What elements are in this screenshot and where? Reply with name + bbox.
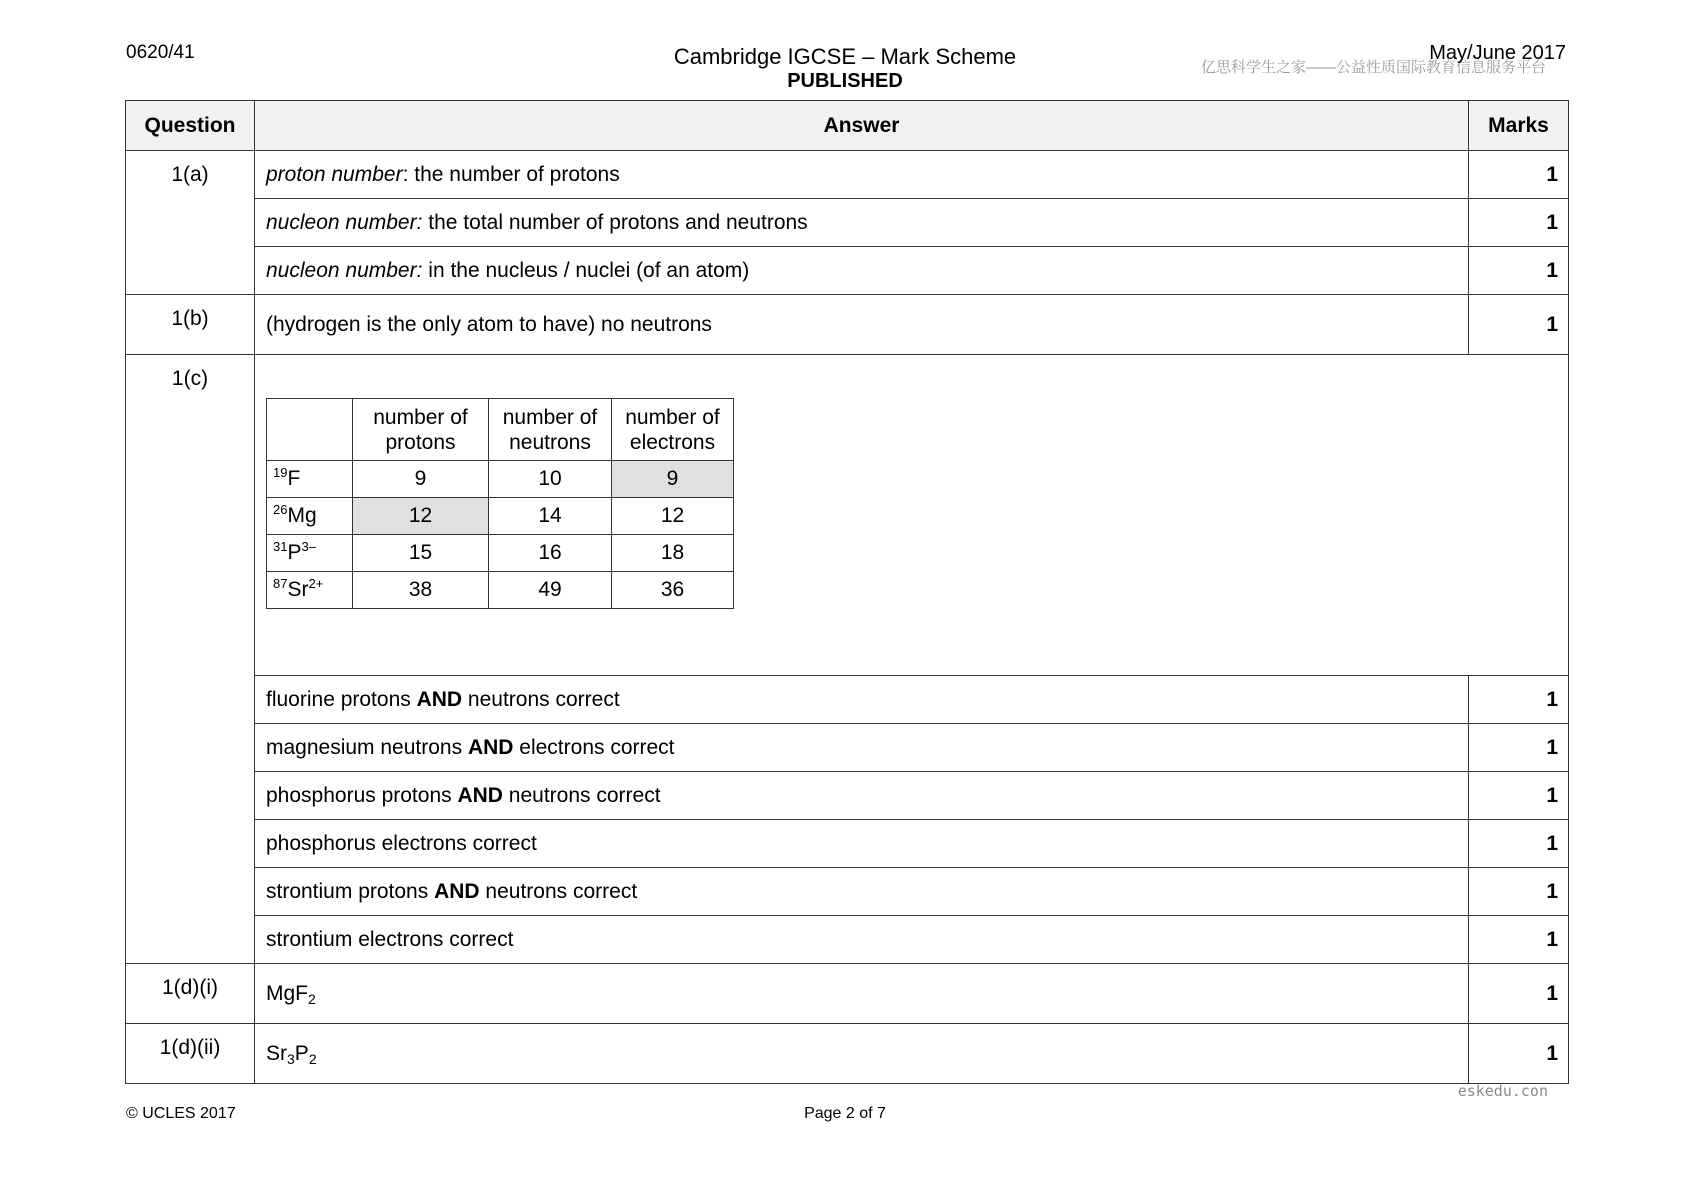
answer-cell bbox=[255, 247, 1469, 295]
answer-header: Answer bbox=[255, 101, 1469, 151]
protons-value-given: 12 bbox=[353, 498, 489, 535]
marks-cell: 1 bbox=[1469, 916, 1569, 964]
answer-cell: strontium electrons correct bbox=[255, 916, 1469, 964]
answer-text: neutrons correct bbox=[502, 783, 661, 807]
electrons-value: 12 bbox=[612, 498, 734, 535]
answer-term: proton number bbox=[266, 162, 403, 186]
table-row bbox=[126, 247, 1569, 295]
answer-text: phosphorus protons bbox=[266, 783, 458, 807]
question-label: 1(c) bbox=[126, 355, 255, 964]
paper-code: 0620/41 bbox=[126, 42, 195, 63]
element-symbol: Mg bbox=[287, 504, 317, 527]
table-row bbox=[126, 355, 1569, 676]
question-label: 1(d)(ii) bbox=[126, 1024, 255, 1084]
table-row bbox=[126, 151, 1569, 199]
table-row bbox=[126, 916, 1569, 964]
species-symbol bbox=[267, 461, 353, 498]
formula-part: P bbox=[294, 1041, 309, 1065]
neutrons-value: 10 bbox=[489, 461, 612, 498]
protons-value: 9 bbox=[353, 461, 489, 498]
answer-cell bbox=[255, 964, 1469, 1024]
question-label: 1(b) bbox=[126, 295, 255, 355]
mass-number: 87 bbox=[273, 576, 288, 591]
species-header bbox=[267, 399, 353, 461]
answer-text: electrons correct bbox=[513, 735, 675, 759]
ion-charge: 2+ bbox=[308, 576, 324, 591]
ion-charge: 3– bbox=[301, 539, 316, 554]
marks-cell: 1 bbox=[1469, 676, 1569, 724]
answer-cell: phosphorus electrons correct bbox=[255, 820, 1469, 868]
answer-text: strontium protons bbox=[266, 879, 435, 903]
marks-cell: 1 bbox=[1469, 151, 1569, 199]
keyword-and: AND bbox=[457, 783, 503, 807]
document-title: Cambridge IGCSE – Mark Scheme bbox=[673, 44, 1017, 69]
marks-cell: 1 bbox=[1469, 1024, 1569, 1084]
question-header: Question bbox=[126, 101, 255, 151]
answer-cell bbox=[255, 772, 1469, 820]
marks-cell: 1 bbox=[1469, 868, 1569, 916]
table-row bbox=[126, 724, 1569, 772]
element-symbol: F bbox=[287, 467, 301, 490]
marks-cell: 1 bbox=[1469, 295, 1569, 355]
table-header-row bbox=[126, 101, 1569, 151]
question-label: 1(a) bbox=[126, 151, 255, 295]
marks-cell: 1 bbox=[1469, 724, 1569, 772]
particle-row-magnesium bbox=[267, 498, 734, 535]
marks-cell: 1 bbox=[1469, 820, 1569, 868]
answer-cell: (hydrogen is the only atom to have) no neutrons bbox=[255, 295, 1469, 355]
keyword-and: AND bbox=[467, 735, 514, 759]
marks-cell: 1 bbox=[1469, 199, 1569, 247]
element-symbol: Sr bbox=[287, 578, 309, 601]
particle-row-strontium bbox=[267, 572, 734, 609]
marks-cell: 1 bbox=[1469, 964, 1569, 1024]
neutrons-value: 16 bbox=[489, 535, 612, 572]
answer-text: the total number of protons and neutrons bbox=[422, 210, 808, 234]
electrons-value: 18 bbox=[612, 535, 734, 572]
table-row bbox=[126, 868, 1569, 916]
answer-text: neutrons correct bbox=[479, 879, 638, 903]
table-row bbox=[126, 820, 1569, 868]
answer-text: : the number of protons bbox=[402, 162, 620, 186]
protons-value: 15 bbox=[353, 535, 489, 572]
species-symbol bbox=[267, 498, 353, 535]
page-number: Page 2 of 7 bbox=[804, 1105, 886, 1122]
particle-row-phosphorus bbox=[267, 535, 734, 572]
particle-row-fluorine bbox=[267, 461, 734, 498]
table-row bbox=[126, 772, 1569, 820]
protons-value: 38 bbox=[353, 572, 489, 609]
answer-cell bbox=[255, 1024, 1469, 1084]
marks-cell: 1 bbox=[1469, 772, 1569, 820]
answer-text: in the nucleus / nuclei (of an atom) bbox=[422, 258, 750, 282]
formula-subscript: 3 bbox=[287, 1050, 295, 1067]
watermark-text: 亿思科学生之家——公益性质国际教育信息服务平台 bbox=[1200, 59, 1546, 76]
particle-table-cell bbox=[255, 355, 1569, 676]
mass-number: 31 bbox=[273, 539, 288, 554]
answer-cell bbox=[255, 151, 1469, 199]
formula-subscript: 2 bbox=[308, 990, 316, 1007]
copyright-notice: © UCLES 2017 bbox=[126, 1105, 236, 1122]
electrons-value-given: 9 bbox=[612, 461, 734, 498]
formula-part: MgF bbox=[266, 981, 308, 1005]
species-symbol bbox=[267, 535, 353, 572]
table-row bbox=[126, 295, 1569, 355]
electrons-value: 36 bbox=[612, 572, 734, 609]
element-symbol: P bbox=[287, 541, 302, 564]
answer-term: nucleon number: bbox=[266, 210, 423, 234]
exam-session: May/June 2017 bbox=[1429, 42, 1566, 64]
watermark-url: eskedu.con bbox=[1457, 1082, 1548, 1100]
formula-part: Sr bbox=[266, 1041, 287, 1065]
neutrons-value: 49 bbox=[489, 572, 612, 609]
answer-text: fluorine protons bbox=[266, 687, 417, 711]
keyword-and: AND bbox=[416, 687, 463, 711]
question-label: 1(d)(i) bbox=[126, 964, 255, 1024]
answer-text: magnesium neutrons bbox=[266, 735, 468, 759]
mass-number: 19 bbox=[273, 465, 288, 480]
formula-subscript: 2 bbox=[308, 1050, 317, 1067]
keyword-and: AND bbox=[434, 879, 480, 903]
answer-cell bbox=[255, 724, 1469, 772]
table-row bbox=[126, 964, 1569, 1024]
marks-cell: 1 bbox=[1469, 247, 1569, 295]
particle-table-header bbox=[267, 399, 734, 461]
answer-cell bbox=[255, 676, 1469, 724]
neutrons-value: 14 bbox=[489, 498, 612, 535]
electrons-header: number of electrons bbox=[612, 399, 734, 461]
marks-header: Marks bbox=[1469, 101, 1569, 151]
table-row bbox=[126, 199, 1569, 247]
table-row bbox=[126, 1024, 1569, 1084]
document-status: PUBLISHED bbox=[787, 70, 903, 92]
mark-scheme-table bbox=[125, 100, 1569, 1084]
particle-table bbox=[266, 398, 734, 609]
neutrons-header: number of neutrons bbox=[489, 399, 612, 461]
table-row bbox=[126, 676, 1569, 724]
mass-number: 26 bbox=[273, 502, 288, 517]
answer-text: neutrons correct bbox=[462, 687, 620, 711]
protons-header: number of protons bbox=[353, 399, 489, 461]
answer-term: nucleon number: bbox=[266, 258, 423, 282]
species-symbol bbox=[267, 572, 353, 609]
answer-cell bbox=[255, 868, 1469, 916]
answer-cell bbox=[255, 199, 1469, 247]
